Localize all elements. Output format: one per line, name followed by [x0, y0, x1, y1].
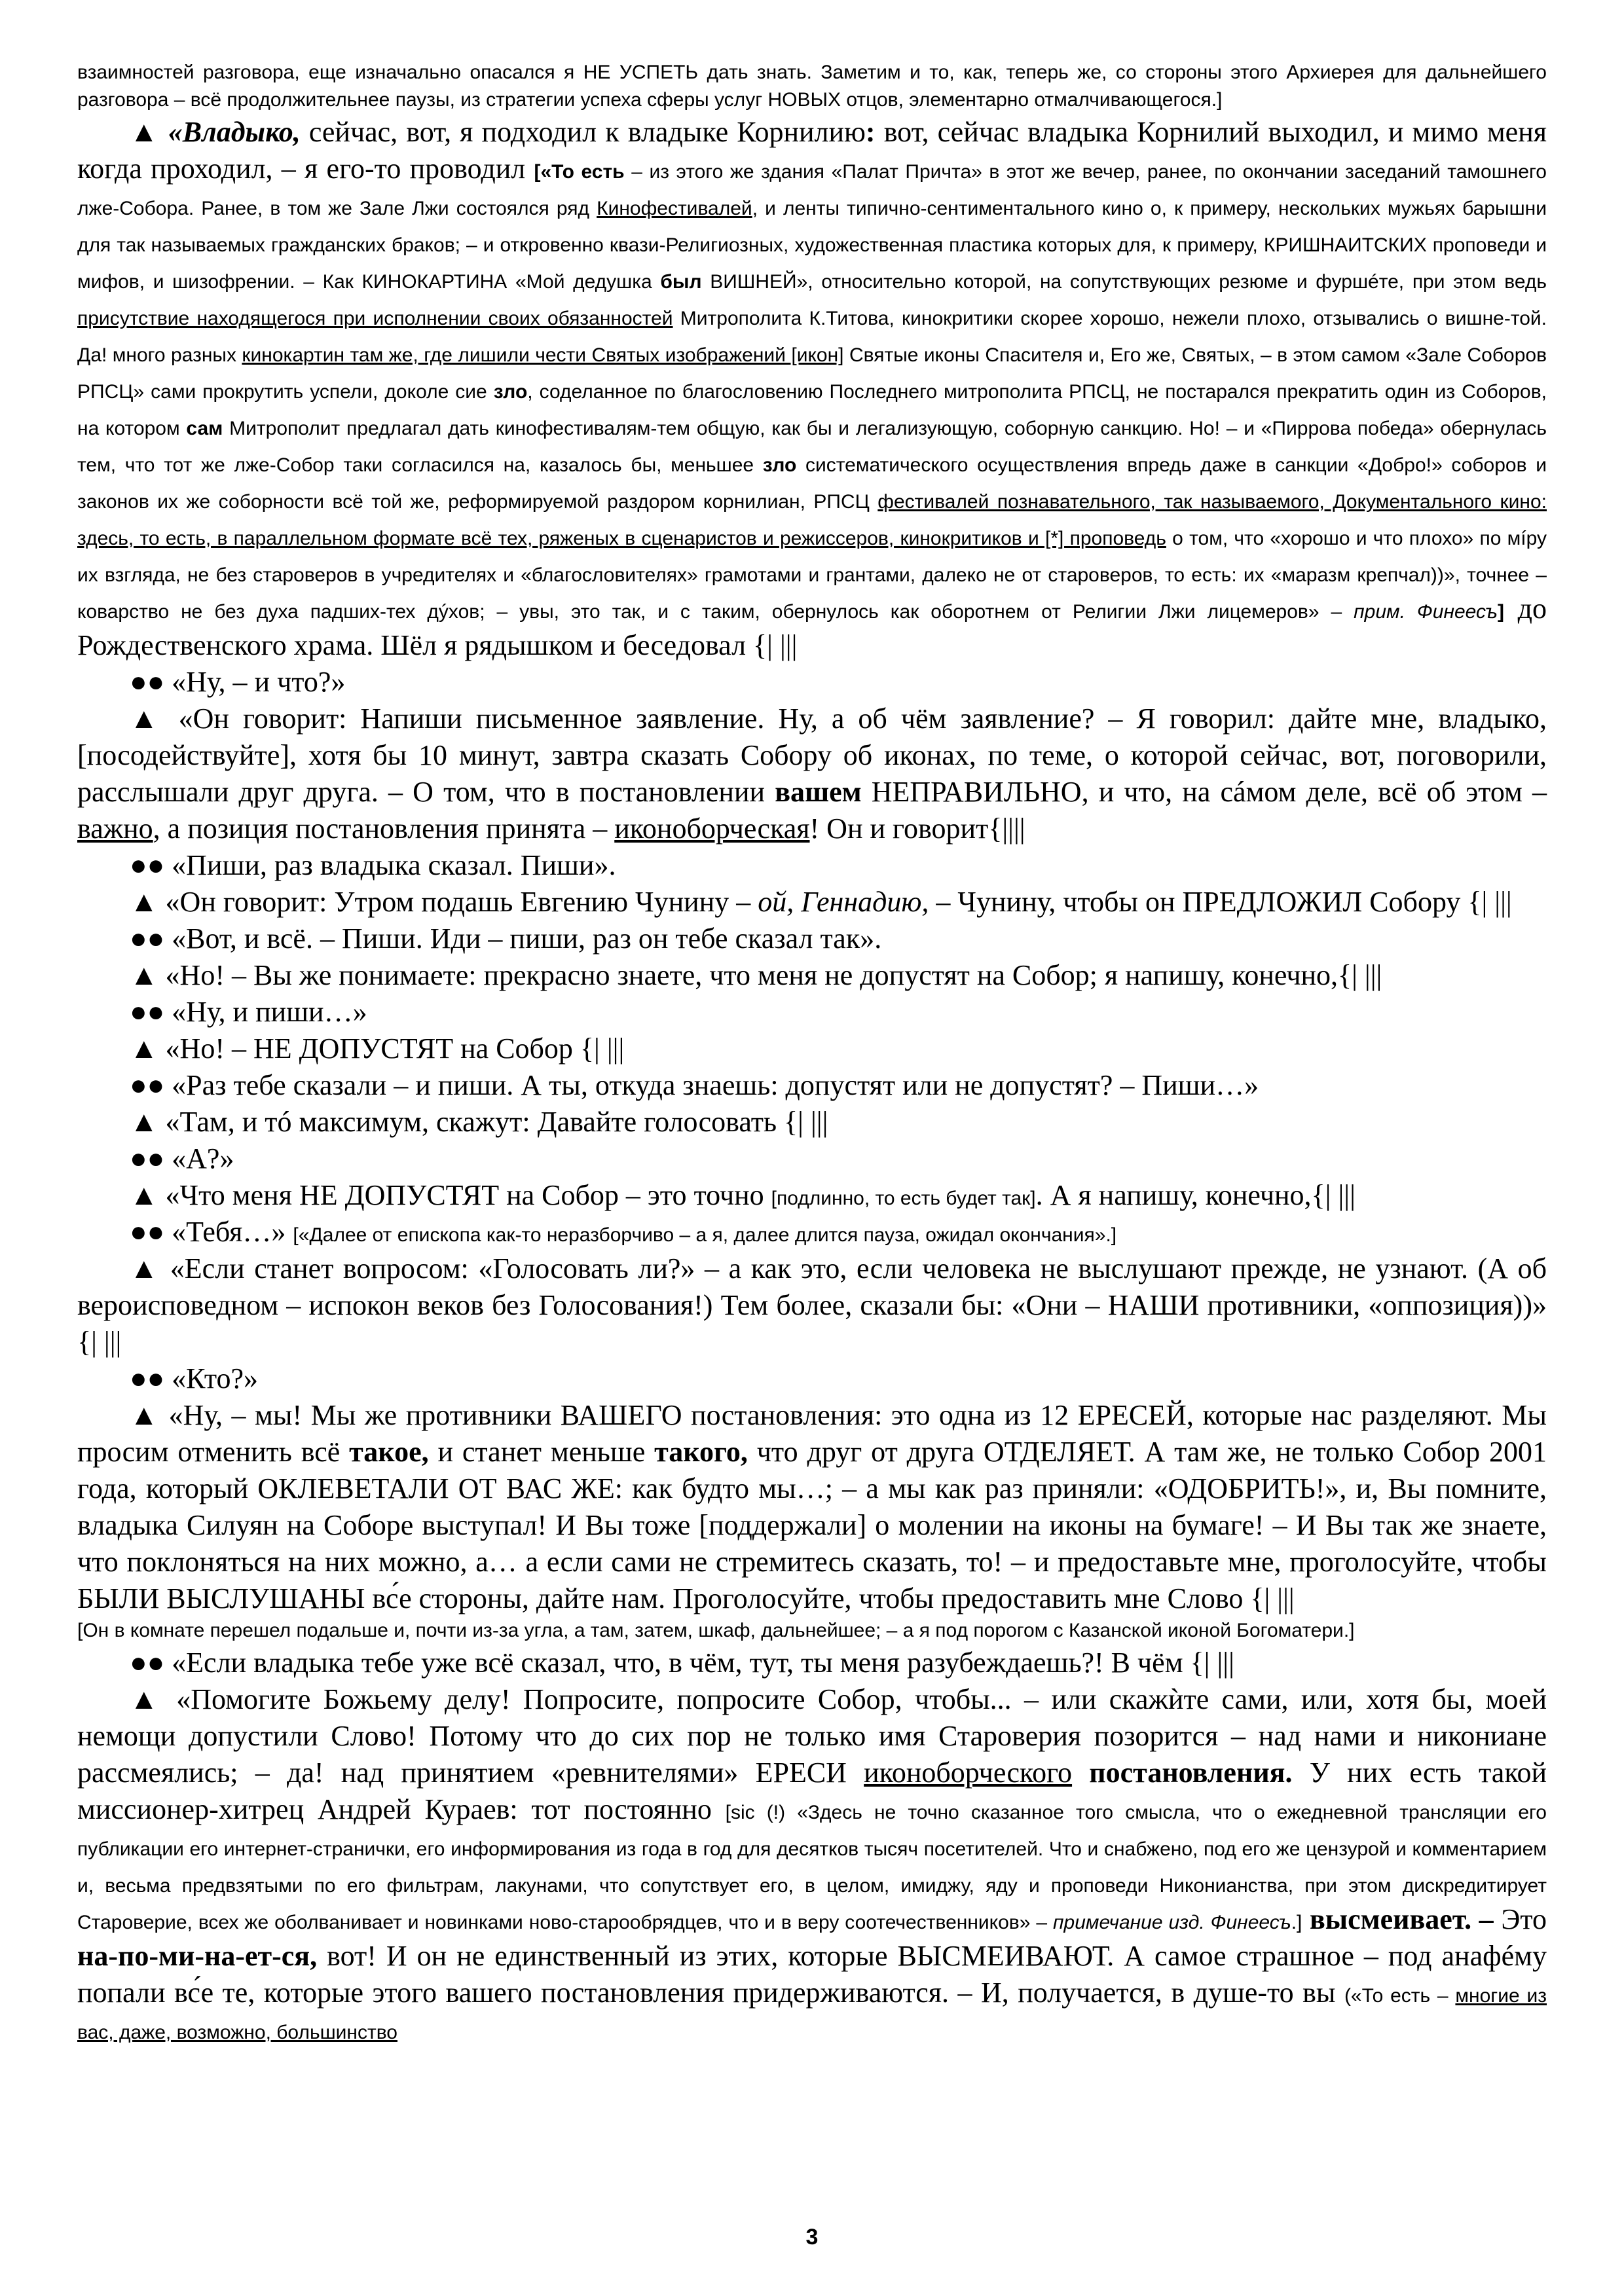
dialogue-line: ●● «Ну, – и что?»	[130, 666, 346, 698]
editor-note: [sic (!) «Здесь не точно сказанное того смысла, что о ежедневной трансляции его публикации его интернет-странички, его информирования из года в год для десятков тысяч посетителей. Что и снабжено, под его же цензурой и комментарием и, весьма предвзятыми по его фильтрам, лакунами, что сопутствует его, в целом, имиджу, яду и проповеди Никонианства, при этом дискредитирует Староверие, всех же оболванивает и новинками ново-старообрядцев, что и в веру соотечественников» – примечание изд. Финеесъ.]	[77, 1802, 1547, 1933]
paragraph-vladyko: ▲ «Владыко, сейчас, вот, я подходил к владыке Корнилию: вот, сейчас владыка Корнилий выходил, и мимо меня когда проходил, – я его-то проводил [«То есть – из этого же здания «Палат Причта» в этот же вечер, ранее, по окончании заседаний тамошнего лже-Собора. Ранее, в том же Зале Лжи состоялся ряд Кинофестивалей, и ленты типично-сентиментального кино о, к примеру, нескольких мужьях барышни для так называемых гражданских браков; – и откровенно квази-Религиозных, художественная пластика которых для, к примеру, КРИШНАИТСКИХ проповеди и мифов, и шизофрении. – Как КИНОКАРТИНА «Мой дедушка был ВИШНЕЙ», относительно которой, на сопутствующих резюме и фуршéте, при этом ведь присутствие находящегося при исполнении своих обязанностей Митрополита К.Титова, кинокритики скорее хорошо, нежели плохо, отзывались о вишне-той. Да! много разных кинокартин там же, где лишили чести Святых изображений [икон] Святые иконы Спасителя и, Его же, Святых, – в этом самом «Зале Соборов РПСЦ» сами прокрутить успели, доколе сие зло, соделанное по благословению Последнего митрополита РПСЦ, не постарался прекратить один из Соборов, на котором сам Митрополит предлагал дать кинофестивалям-тем общую, как бы и легализующую, соборную санкцию. Но! – и «Пиррова победа» обернулась тем, что тот же лже-Собор таки согласился на, казалось бы, меньшее зло систематического осуществления впредь даже в санкции «Добро!» соборов и законов их же соборности всё той же, реформируемой раздором корнилиан, РПСЦ фестивалей познавательного, так называемого, Документального кино: здесь, то есть, в параллельном формате всё тех, ряженых в сценаристов и режиссеров, кинокритиков и [*] проповедь о том, что «хорошо и что плохо» по мíру их взгляда, не без староверов в учредителях и «благословителях» грамотами и грантами, далеко не от староверов, то есть: их «маразм крепчал))», точнее – коварство не без духа падших-тех дýхов; – увы, это так, и с таким, обернулось как оборотнем от Религии Лжи лицемеров» – прим. Финеесъ] до Рождественского храма. Шёл я рядышком и беседовал {| |||	[77, 116, 1547, 661]
paragraph-continuation: взаимностей разговора, еще изначально опасался я НЕ УСПЕТЬ дать знать. Заметим и то, как, теперь же, со стороны этого Архиерея для дальнейшего разговора – всё продолжительнее паузы, из стратегии успеха сферы услуг НОВЫХ отцов, элементарно отмалчивающегося.]	[77, 62, 1547, 111]
dialogue-line: ▲ «Но! – НЕ ДОПУСТЯТ на Собор {| |||	[130, 1032, 625, 1065]
dialogue-line: ▲ «Он говорит: Утром подашь Евгению Чунину – ой, Геннадию, – Чунину, чтобы он ПРЕДЛОЖИЛ Собору {| |||	[130, 886, 1512, 918]
dialogue-line: ▲ «Если станет вопросом: «Голосовать ли?» – а как это, если человека не выслушают прежде, не узнают. (А об вероисповедном – испокон веков без Голосования!) Тем более, сказали бы: «Они – НАШИ противники, «оппозиция))» {| |||	[77, 1252, 1547, 1358]
dialogue-line: ●● «Кто?»	[130, 1362, 259, 1394]
dialogue-line: ●● «А?»	[130, 1142, 234, 1175]
editor-note: [«То есть – из этого же здания «Палат Причта» в этот же вечер, ранее, по окончании заседаний тамошнего лже-Собора. Ранее, в том же Зале Лжи состоялся ряд Кинофестивалей, и ленты типично-сентиментального кино о, к примеру, нескольких мужьях барышни для так называемых гражданских браков; – и откровенно квази-Религиозных, художественная пластика которых для, к примеру, КРИШНАИТСКИХ проповеди и мифов, и шизофрении. – Как КИНОКАРТИНА «Мой дедушка был ВИШНЕЙ», относительно которой, на сопутствующих резюме и фуршéте, при этом ведь присутствие находящегося при исполнении своих обязанностей Митрополита К.Титова, кинокритики скорее хорошо, нежели плохо, отзывались о вишне-той. Да! много разных кинокартин там же, где лишили чести Святых изображений [икон] Святые иконы Спасителя и, Его же, Святых, – в этом самом «Зале Соборов РПСЦ» сами прокрутить успели, доколе сие зло, соделанное по благословению Последнего митрополита РПСЦ, не постарался прекратить один из Соборов, на котором сам Митрополит предлагал дать кинофестивалям-тем общую, как бы и легализующую, соборную санкцию. Но! – и «Пиррова победа» обернулась тем, что тот же лже-Собор таки согласился на, казалось бы, меньшее зло систематического осуществления впредь даже в санкции «Добро!» соборов и законов их же соборности всё той же, реформируемой раздором корнилиан, РПСЦ фестивалей познавательного, так называемого, Документального кино: здесь, то есть, в параллельном формате всё тех, ряженых в сценаристов и режиссеров, кинокритиков и [*] проповедь о том, что «хорошо и что плохо» по мíру их взгляда, не без староверов в учредителях и «благословителях» грамотами и грантами, далеко не от староверов, то есть: их «маразм крепчал))», точнее – коварство не без духа падших-тех дýхов; – увы, это так, и с таким, обернулось как оборотнем от Религии Лжи лицемеров» – прим. Финеесъ]	[77, 161, 1547, 623]
dialogue-line: ●● «Тебя…» [«Далее от епископа как-то неразборчиво – а я, далее длится пауза, ожидал окончания».]	[130, 1216, 1117, 1248]
page-number: 3	[805, 2225, 819, 2250]
dialogue-line: ●● «Вот, и всё. – Пиши. Иди – пиши, раз он тебе сказал так».	[130, 922, 882, 955]
dialogue-line: ●● «Ну, и пиши…»	[130, 996, 367, 1028]
dialogue-line: ▲ «Но! – Вы же понимаете: прекрасно знаете, что меня не допустят на Собор; я напишу, конечно,{| |||	[130, 959, 1382, 991]
stage-note: [Он в комнате перешел подальше и, почти из-за угла, а там, затем, шкаф, дальнейшее; – а я под порогом с Казанской иконой Богоматери.]	[77, 1620, 1355, 1641]
dialogue-line: ▲ «Ну, – мы! Мы же противники ВАШЕГО постановления: это одна из 12 ЕРЕСЕЙ, которые нас разделяют. Мы просим отменить всё такое, и станет меньше такого, что друг от друга ОТДЕЛЯЕТ. А там же, не только Собор 2001 года, который ОКЛЕВЕТАЛИ ОТ ВАС ЖЕ: как будто мы…; – а мы как раз приняли: «ОДОБРИТЬ!», и, Вы помните, владыка Силуян на Соборе выступал! И Вы тоже [поддержали] о молении на иконы на бумаге! – И Вы так же знаете, что поклоняться на них можно, а… а если сами не стремитесь сказать, то! – и предоставьте мне, проголосуйте, чтобы БЫЛИ ВЫСЛУШАНЫ вс́е стороны, дайте нам. Проголосуйте, чтобы предоставить мне Слово {| |||	[77, 1399, 1547, 1614]
dialogue-line: ●● «Если владыка тебе уже всё сказал, что, в чём, тут, ты меня разубеждаешь?! В чём {| |||	[130, 1647, 1234, 1679]
dialogue-line: ▲ «Он говорит: Напиши письменное заявление. Ну, а об чём заявление? – Я говорил: дайте мне, владыко, [посодействуйте], хотя бы 10 минут, завтра сказать Собору об иконах, по теме, о которой сейчас, вот, поговорили, расслышали друг друга. – О том, что в постановлении вашем НЕПРАВИЛЬНО, и что, на сáмом деле, всё об этом – важно, а позиция постановления принята – иконоборческая! Он и говорит{||||	[77, 702, 1547, 845]
text-column	[77, 59, 1547, 2048]
dialogue-line: ▲ «Что меня НЕ ДОПУСТЯТ на Собор – это точно [подлинно, то есть будет так]. А я напишу, конечно,{| |||	[130, 1179, 1356, 1211]
dialogue-line: ▲ «Там, и тó максимум, скажут: Давайте голосовать {| |||	[130, 1106, 828, 1138]
dialogue-line: ●● «Раз тебе сказали – и пиши. А ты, откуда знаешь: допустят или не допустят? – Пиши…»	[130, 1069, 1259, 1101]
dialogue-line: ●● «Пиши, раз владыка сказал. Пиши».	[130, 849, 616, 881]
dialogue-line: ▲ «Помогите Божьему делу! Попросите, попросите Собор, чтобы... – или скажѝте сами, или, хотя бы, моей немощи допустили Слово! Потому что до сих пор не только имя Староверия позорится – над нами и никониане рассмеялись; – да! над принятием «ревнителями» ЕРЕСИ иконоборческого постановления. У них есть такой миссионер-хитрец Андрей Кураев: тот постоянно [sic (!) «Здесь не точно сказанное того смысла, что о ежедневной трансляции его публикации его интернет-странички, его информирования из года в год для десятков тысяч посетителей. Что и снабжено, под его же цензурой и комментарием и, весьма предвзятыми по его фильтрам, лакунами, что сопутствует его, в целом, имиджу, яду и проповеди Никонианства, при этом дискредитирует Староверие, всех же оболванивает и новинками ново-старообрядцев, что и в веру соотечественников» – примечание изд. Финеесъ.] высмеивает. – Это на-по-ми-на-ет-ся, вот! И он не единственный из этих, которые ВЫСМЕИВАЮТ. А самое страшное – под анафéму попали вс́е те, которые этого вашего постановления придерживаются. – И, получается, в душе-то вы («То есть – многие из вас, даже, возможно, большинство	[77, 1683, 1547, 2043]
editor-note: («То есть – многие из вас, даже, возможно, большинство	[77, 1985, 1547, 2043]
